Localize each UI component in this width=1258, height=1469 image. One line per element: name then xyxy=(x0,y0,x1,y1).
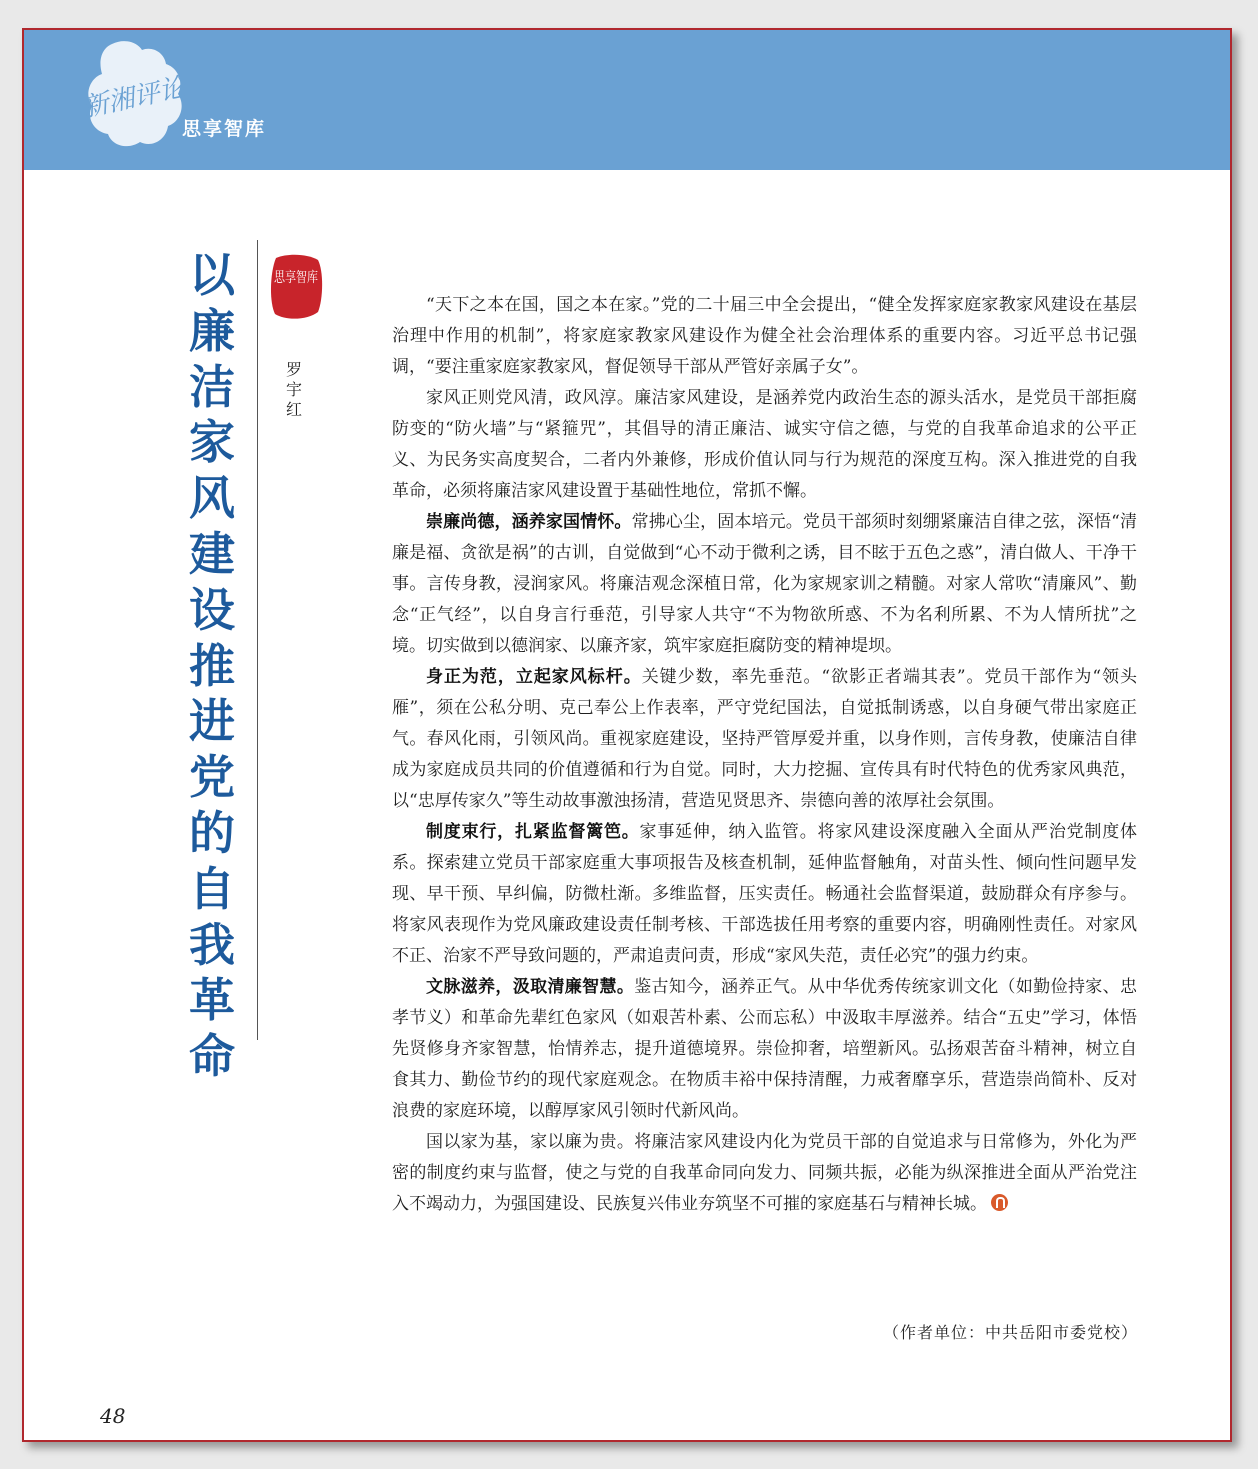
title-char: 风 xyxy=(189,471,235,526)
title-char: 以 xyxy=(189,248,235,302)
title-divider xyxy=(257,240,258,1040)
paragraph-lead: 制度束行，扎紧监督篱笆。 xyxy=(426,822,640,842)
article-end-icon xyxy=(991,1194,1008,1211)
paragraph-text: 家事延伸，纳入监管。将家风建设深度融入全面从严治党制度体系。探索建立党员干部家庭重大事项报告及核查机制，延伸监督触角，对苗头性、倾向性问题早发现、早干预、早纠偏，防微杜渐。多维监督，压实责任。畅通社会监督渠道，鼓励群众有序参与。将家风表现作为党风廉政建设责任制考核、干部选拔任用考察的重要内容，明确刚性责任。对家风不正、治家不严导致问题的，严肃追责问责，形成“家风失范，责任必究”的强力约束。 xyxy=(392,822,1138,966)
paragraph-lead: 崇廉尚德，涵养家国情怀。 xyxy=(426,512,632,532)
title-char: 推 xyxy=(189,638,235,693)
title-char: 廉 xyxy=(189,303,235,358)
logo-text: 新湘评论 xyxy=(80,72,188,124)
page-number: 48 xyxy=(100,1404,126,1428)
paragraph-text: 关键少数，率先垂范。“欲影正者端其表”。党员干部作为“领头雁”，须在公私分明、克己奉公上作表率，严守党纪国法，自觉抵制诱惑，以自身硬气带出家庭正气。春风化雨，引领风尚。重视家庭建设，坚持严管厚爱并重，以身作则，言传身教，使廉洁自律成为家庭成员共同的价值遵循和行为自觉。同时，大力挖掘、宣传具有时代特色的优秀家风典范，以“忠厚传家久”等生动故事激浊扬清，营造见贤思齐、崇德向善的浓厚社会氛围。 xyxy=(392,667,1138,811)
magazine-page xyxy=(22,28,1232,1442)
title-char: 党 xyxy=(189,750,235,805)
paragraph-lead: 身正为范，立起家风标杆。 xyxy=(426,667,642,687)
article-paragraph xyxy=(392,383,1137,507)
author-char: 宇 xyxy=(285,380,302,399)
paragraph-text: “天下之本在国，国之本在家。”党的二十届三中全会提出，“健全发挥家庭家教家风建设在基层治理中作用的机制”，将家庭家教家风建设作为健全社会治理体系的重要内容。习近平总书记强调，“要注重家庭家教家风，督促领导干部从严管好亲属子女”。 xyxy=(392,295,1137,377)
title-char: 我 xyxy=(189,917,235,972)
article-paragraph xyxy=(392,507,1137,662)
title-char: 建 xyxy=(189,526,235,581)
article-body xyxy=(392,290,1137,1220)
author-char: 罗 xyxy=(285,360,302,379)
author-char: 红 xyxy=(285,400,302,419)
author-affiliation: （作者单位：中共岳阳市委党校） xyxy=(882,1323,1138,1342)
article-paragraph xyxy=(392,817,1137,972)
title-char: 命 xyxy=(189,1029,235,1084)
article-paragraph xyxy=(392,972,1137,1127)
title-char: 洁 xyxy=(189,359,235,414)
article-paragraph xyxy=(392,662,1137,817)
title-char: 革 xyxy=(189,973,235,1028)
title-char: 设 xyxy=(189,582,235,637)
title-char: 进 xyxy=(189,694,235,749)
title-char: 家 xyxy=(189,415,235,470)
paragraph-lead: 文脉滋养，汲取清廉智慧。 xyxy=(426,977,635,997)
article-paragraph xyxy=(392,1127,1137,1220)
title-char: 的 xyxy=(189,805,235,860)
title-char: 自 xyxy=(189,861,235,916)
column-seal xyxy=(268,252,330,322)
paragraph-text: 国以家为基，家以廉为贵。将廉洁家风建设内化为党员干部的自觉追求与日常修为，外化为严密的制度约束与监督，使之与党的自我革命同向发力、同频共振，必能为纵深推进全面从严治党注入不竭动力，为强国建设、民族复兴伟业夯筑坚不可摧的家庭基石与精神长城。 xyxy=(392,1132,1137,1214)
article-title xyxy=(182,248,242,1085)
paragraph-text: 鉴古知今，涵养正气。从中华优秀传统家训文化（如勤俭持家、忠孝节义）和革命先辈红色家风（如艰苦朴素、公而忘私）中汲取丰厚滋养。结合“五史”学习，体悟先贤修身齐家智慧，怡情养志，提升道德境界。崇俭抑奢，培塑新风。弘扬艰苦奋斗精神，树立自食其力、勤俭节约的现代家庭观念。在物质丰裕中保持清醒，力戒奢靡享乐，营造崇尚简朴、反对浪费的家庭环境，以醇厚家风引领时代新风尚。 xyxy=(392,977,1138,1121)
seal-text: 思享智库 xyxy=(274,270,330,286)
paragraph-text: 常拂心尘，固本培元。党员干部须时刻绷紧廉洁自律之弦，深悟“清廉是福、贪欲是祸”的古训，自觉做到“心不动于微利之诱，目不眩于五色之惑”，清白做人、干净干事。言传身教，浸润家风。将廉洁观念深植日常，化为家规家训之精髓。对家人常吹“清廉风”、勤念“正气经”，以自身言行垂范，引导家人共守“不为物欲所惑、不为名利所累、不为人情所扰”之境。切实做到以德润家、以廉齐家，筑牢家庭拒腐防变的精神堤坝。 xyxy=(392,512,1137,656)
page-header xyxy=(24,30,1230,170)
author-name xyxy=(282,360,306,420)
section-label: 思享智库 xyxy=(182,118,267,140)
paragraph-text: 家风正则党风清，政风淳。廉洁家风建设，是涵养党内政治生态的源头活水，是党员干部拒腐防变的“防火墙”与“紧箍咒”，其倡导的清正廉洁、诚实守信之德，与党的自我革命追求的公平正义、为民务实高度契合，二者内外兼修，形成价值认同与行为规范的深度互构。深入推进党的自我革命，必须将廉洁家风建设置于基础性地位，常抓不懈。 xyxy=(392,388,1137,501)
article-paragraph xyxy=(392,290,1137,383)
publication-logo xyxy=(82,36,192,154)
